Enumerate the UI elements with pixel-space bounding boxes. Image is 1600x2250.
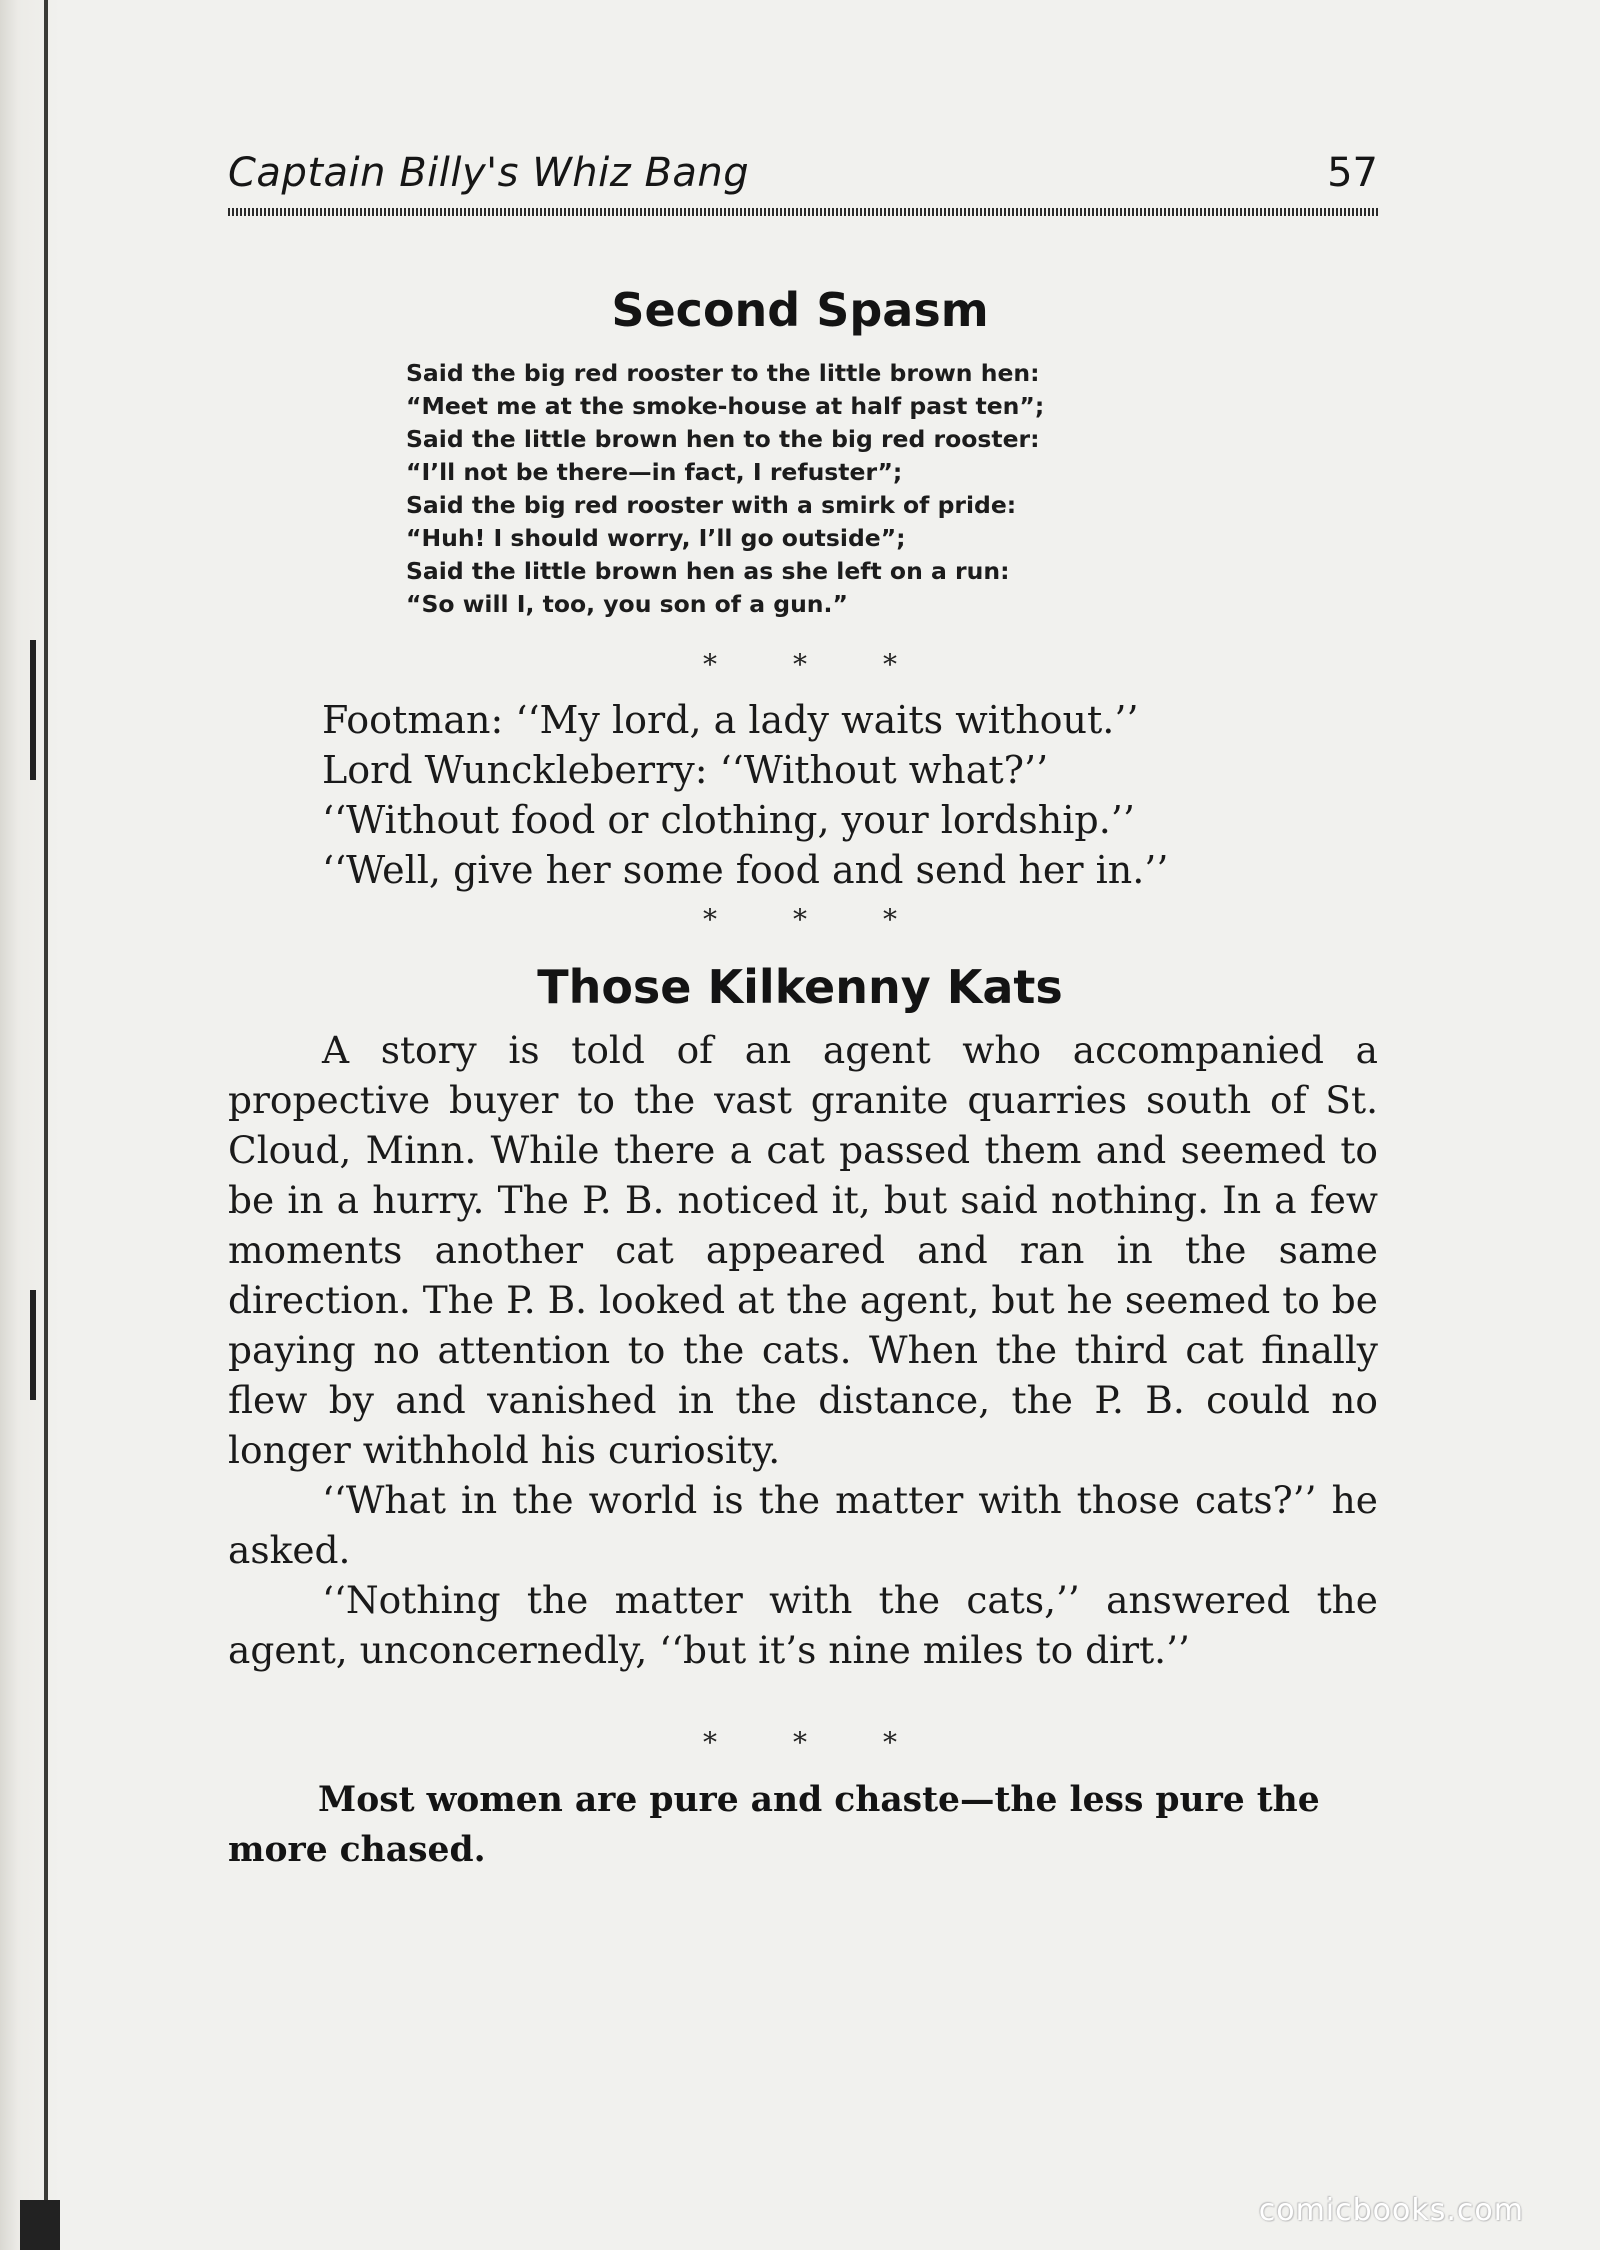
- story-paragraph: ‘‘What in the world is the matter with those cats?’’ he asked.: [228, 1478, 1378, 1572]
- header-rule: [228, 208, 1378, 216]
- watermark: comicbooks.com: [1258, 2193, 1524, 2228]
- separator-star: *: [883, 903, 897, 936]
- separator-star: *: [883, 648, 897, 681]
- poem-line: “I’ll not be there—in fact, I refuster”;: [406, 458, 903, 486]
- poem-line: “Huh! I should worry, I’ll go outside”;: [406, 524, 906, 552]
- story-paragraph: A story is told of an agent who accompanied a propective buyer to the vast granite quarries south of St. Cloud, Minn. While there a cat passed them and seemed to be in a hurry. The P. B. noticed it, but said nothing. In a few moments another cat appeared and ran in the same direction. The P. B. looked at the agent, but he seemed to be paying no attention to the cats. When the third cat finally flew by and vanished in the distance, the P. B. could no longer withhold his curiosity.: [228, 1028, 1378, 1472]
- page-number: 57: [1327, 150, 1378, 196]
- closing-joke: Most women are pure and chaste—the less pure the more chased.: [228, 1780, 1320, 1870]
- dialog-line: ‘‘Without food or clothing, your lordship.’’: [322, 798, 1135, 842]
- separator-star: *: [703, 648, 717, 681]
- kilkenny-story: [228, 1025, 1378, 1675]
- poem-line: “Meet me at the smoke-house at half past ten”;: [406, 392, 1045, 420]
- binding-mark: [20, 2200, 60, 2250]
- separator-star: *: [703, 903, 717, 936]
- dialog-line: Lord Wunckleberry: ‘‘Without what?’’: [322, 748, 1049, 792]
- page-spine-shadow: [0, 0, 60, 2250]
- separator-stars: [0, 1726, 1600, 1759]
- footman-dialog: [322, 695, 1168, 895]
- poem-line: Said the little brown hen as she left on a run:: [406, 557, 1010, 585]
- separator-star: *: [793, 903, 807, 936]
- separator-star: *: [793, 648, 807, 681]
- separator-stars: [0, 903, 1600, 936]
- separator-star: *: [883, 1726, 897, 1759]
- poem-line: “So will I, too, you son of a gun.”: [406, 590, 848, 618]
- poem-line: Said the big red rooster to the little brown hen:: [406, 359, 1040, 387]
- separator-stars: [0, 648, 1600, 681]
- publication-title: Captain Billy's Whiz Bang: [228, 150, 750, 196]
- page-binding-edge: [44, 0, 48, 2250]
- dialog-line: Footman: ‘‘My lord, a lady waits without.’’: [322, 698, 1139, 742]
- running-head: [228, 150, 1378, 220]
- poem-line: Said the little brown hen to the big red rooster:: [406, 425, 1040, 453]
- separator-star: *: [793, 1726, 807, 1759]
- heading-second-spasm: Second Spasm: [611, 283, 989, 337]
- poem-line: Said the big red rooster with a smirk of pride:: [406, 491, 1017, 519]
- story-paragraph: ‘‘Nothing the matter with the cats,’’ answered the agent, unconcernedly, ‘‘but it’s nine miles to dirt.’’: [228, 1578, 1378, 1672]
- dialog-line: ‘‘Well, give her some food and send her in.’’: [322, 848, 1169, 892]
- binding-mark: [30, 1290, 36, 1400]
- separator-star: *: [703, 1726, 717, 1759]
- poem: [406, 357, 1044, 621]
- heading-kilkenny-kats: Those Kilkenny Kats: [537, 960, 1063, 1014]
